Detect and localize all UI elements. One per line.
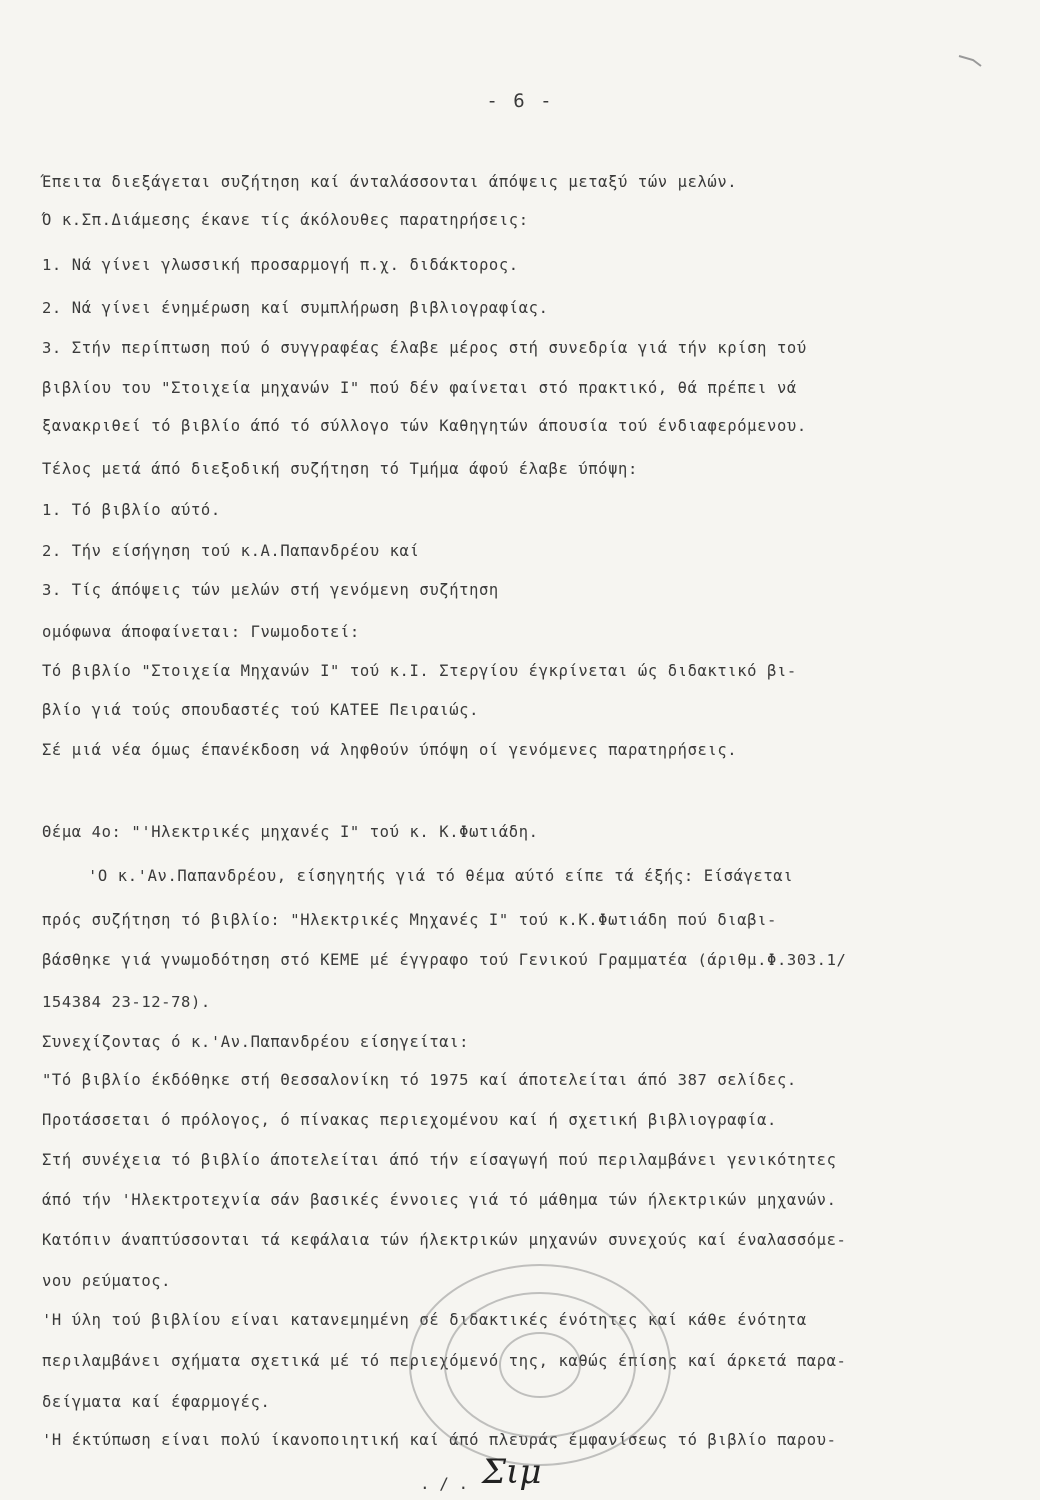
- text-line: 1. Τό βιβλίο αύτό.: [42, 501, 221, 519]
- text-line: "Τό βιβλίο έκδόθηκε στή Θεσσαλονίκη τό 1975 καί άποτελείται άπό 387 σελίδες.: [42, 1071, 797, 1089]
- text-line: Στή συνέχεια τό βιβλίο άποτελείται άπό τήν είσαγωγή πού περιλαμβάνει γενικότητες: [42, 1151, 837, 1169]
- text-line: βλίο γιά τούς σπουδαστές τού ΚΑΤΕΕ Πειραιώς.: [42, 701, 479, 719]
- text-line: ξανακριθεί τό βιβλίο άπό τό σύλλογο τών Καθηγητών άπουσία τού ένδιαφερόμενου.: [42, 417, 807, 435]
- text-line: 2. Τήν είσήγηση τού κ.Α.Παπανδρέου καί: [42, 542, 420, 560]
- text-line: Κατόπιν άναπτύσσονται τά κεφάλαια τών ήλεκτρικών μηχανών συνεχούς καί έναλασσόμε-: [42, 1231, 847, 1249]
- text-line: περιλαμβάνει σχήματα σχετικά μέ τό περιεχόμενό της, καθώς έπίσης καί άρκετά παρα-: [42, 1352, 847, 1370]
- text-line: άπό τήν 'Ηλεκτροτεχνία σάν βασικές έννοιες γιά τό μάθημα τών ήλεκτρικών μηχανών.: [42, 1191, 837, 1209]
- handwritten-signature: Σιμ: [482, 1452, 542, 1492]
- text-line: νου ρεύματος.: [42, 1272, 172, 1290]
- text-line: 2. Νά γίνει ένημέρωση καί συμπλήρωση βιβλιογραφίας.: [42, 299, 549, 317]
- text-line: δείγματα καί έφαρμογές.: [42, 1393, 271, 1411]
- text-line: 1. Νά γίνει γλωσσική προσαρμογή π.χ. διδάκτορος.: [42, 256, 519, 274]
- text-line: Προτάσσεται ό πρόλογος, ό πίνακας περιεχομένου καί ή σχετική βιβλιογραφία.: [42, 1111, 777, 1129]
- text-line: 3. Τίς άπόψεις τών μελών στή γενόμενη συζήτηση: [42, 581, 499, 599]
- text-line: 154384 23-12-78).: [42, 993, 211, 1011]
- official-seal-stamp: [395, 1255, 685, 1470]
- text-line: 3. Στήν περίπτωση πού ό συγγραφέας έλαβε μέρος στή συνεδρία γιά τήν κρίση τού: [42, 339, 807, 357]
- text-line: Συνεχίζοντας ό κ.'Αν.Παπανδρέου είσηγείται:: [42, 1033, 470, 1051]
- text-line: ομόφωνα άποφαίνεται: Γνωμοδοτεί:: [42, 623, 360, 641]
- text-line: 'Η ύλη τού βιβλίου είναι κατανεμημένη σέ διδακτικές ένότητες καί κάθε ένότητα: [42, 1311, 807, 1329]
- text-line: Σέ μιά νέα όμως έπανέκδοση νά ληφθούν ύπόψη οί γενόμενες παρατηρήσεις.: [42, 741, 738, 759]
- text-line: Τέλος μετά άπό διεξοδική συζήτηση τό Τμήμα άφού έλαβε ύπόψη:: [42, 460, 638, 478]
- text-line: 'Ο κ.'Αν.Παπανδρέου, είσηγητής γιά τό θέμα αύτό είπε τά έξής: Είσάγεται: [88, 867, 794, 885]
- text-line: βιβλίου του "Στοιχεία μηχανών Ι" πού δέν φαίνεται στό πρακτικό, θά πρέπει νά: [42, 379, 797, 397]
- signature: [420, 1440, 560, 1500]
- footer-slash: . / .: [420, 1474, 469, 1493]
- text-line: Θέμα 4ο: "'Ηλεκτρικές μηχανές Ι" τού κ. Κ.Φωτιάδη.: [42, 823, 539, 841]
- text-line: 'Η έκτύπωση είναι πολύ ίκανοποιητική καί άπό πλευράς έμφανίσεως τό βιβλίο παρου-: [42, 1431, 837, 1449]
- text-line: βάσθηκε γιά γνωμοδότηση στό ΚΕΜΕ μέ έγγραφο τού Γενικού Γραμματέα (άριθμ.Φ.303.1/: [42, 951, 847, 969]
- text-line: πρός συζήτηση τό βιβλίο: "Ηλεκτρικές Μηχανές Ι" τού κ.Κ.Φωτιάδη πού διαβι-: [42, 911, 777, 929]
- text-line: Έπειτα διεξάγεται συζήτηση καί άνταλάσσονται άπόψεις μεταξύ τών μελών.: [42, 173, 738, 191]
- corner-smudge: [955, 50, 985, 70]
- text-line: Ό κ.Σπ.Διάμεσης έκανε τίς άκόλουθες παρατηρήσεις:: [42, 211, 529, 229]
- text-line: Τό βιβλίο "Στοιχεία Μηχανών Ι" τού κ.Ι. Στεργίου έγκρίνεται ώς διδακτικό βι-: [42, 662, 797, 680]
- page-number: - 6 -: [486, 90, 554, 112]
